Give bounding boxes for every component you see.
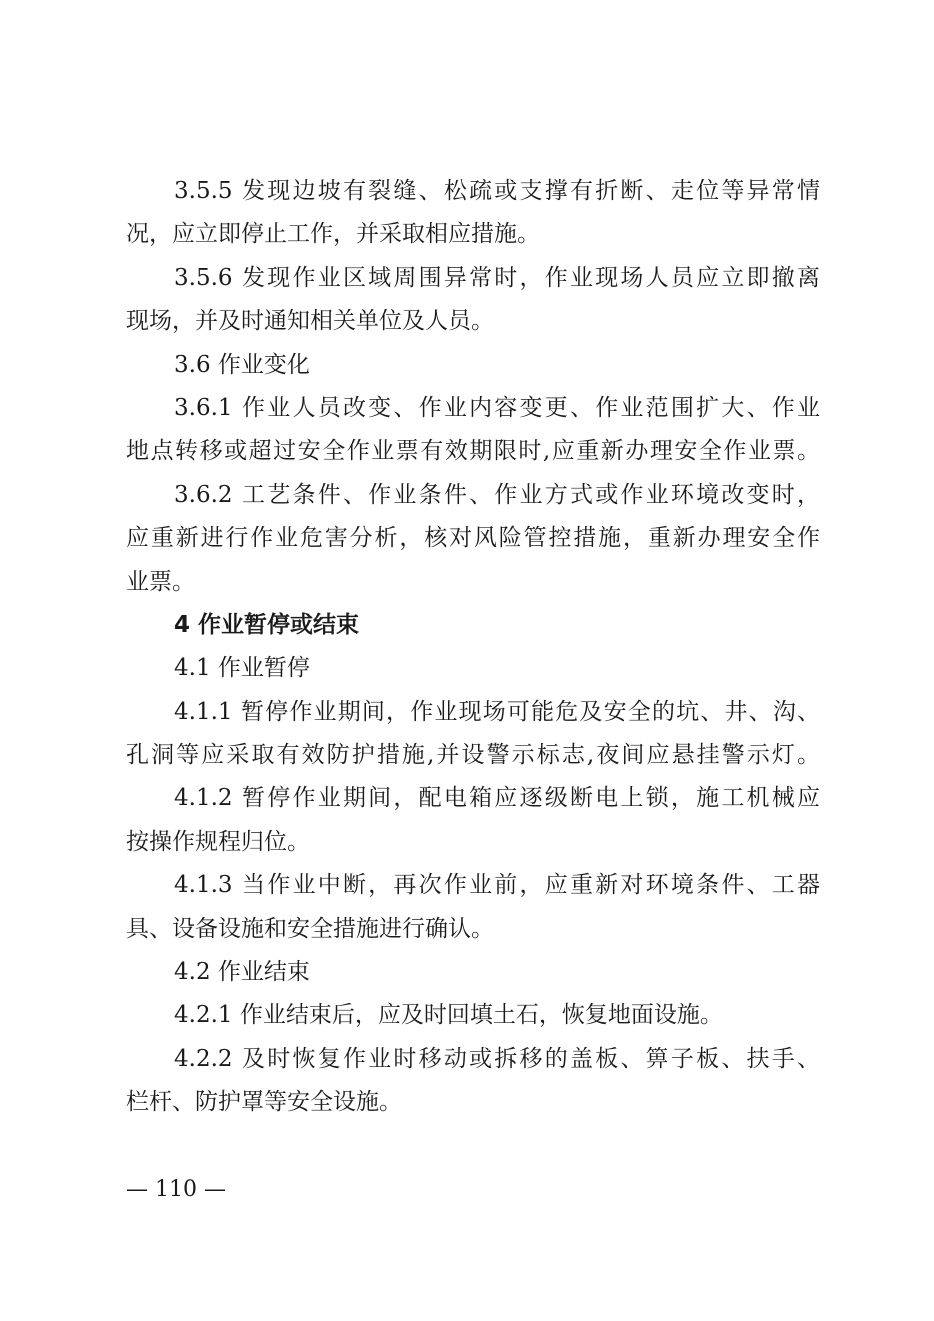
clause-4-1-2-line-2: 按操作规程归位。 [126, 828, 310, 855]
clause-4-2-2-line-1: 4.2.2 及时恢复作业时移动或拆移的盖板、箅子板、扶手、 [174, 1045, 820, 1072]
clause-3-5-5-line-2: 况，应立即停止工作，并采取相应措施。 [126, 221, 540, 248]
clause-4-1-3-line-1: 4.1.3 当作业中断，再次作业前，应重新对环境条件、工器 [174, 872, 820, 899]
clause-4-1-2-line-1: 4.1.2 暂停作业期间，配电箱应逐级断电上锁，施工机械应 [174, 785, 820, 812]
clause-4-1-1-line-2: 孔洞等应采取有效防护措施,并设警示标志,夜间应悬挂警示灯。 [126, 742, 820, 769]
section-3-6-heading: 3.6 作业变化 [174, 351, 310, 378]
clause-4-1-3-line-2: 具、设备设施和安全措施进行确认。 [126, 915, 494, 942]
clause-4-2-2-line-2: 栏杆、防护罩等安全设施。 [126, 1089, 402, 1116]
clause-3-6-1-line-1: 3.6.1 作业人员改变、作业内容变更、作业范围扩大、作业 [174, 394, 820, 421]
section-4-1-heading: 4.1 作业暂停 [174, 655, 310, 682]
clause-3-6-1-line-2: 地点转移或超过安全作业票有效期限时,应重新办理安全作业票。 [126, 438, 820, 465]
body-text [126, 170, 820, 1125]
page-number: — 110 — [126, 1177, 226, 1202]
clause-3-5-6-line-1: 3.5.6 发现作业区域周围异常时，作业现场人员应立即撤离 [174, 264, 820, 291]
clause-3-6-2-line-3: 业票。 [126, 568, 195, 595]
clause-4-2-1-line-1: 4.2.1 作业结束后，应及时回填土石，恢复地面设施。 [174, 1002, 723, 1029]
chapter-4-heading: 4 作业暂停或结束 [174, 611, 360, 638]
clause-4-1-1-line-1: 4.1.1 暂停作业期间，作业现场可能危及安全的坑、井、沟、 [174, 698, 820, 725]
section-4-2-heading: 4.2 作业结束 [174, 959, 310, 986]
clause-3-6-2-line-2: 应重新进行作业危害分析，核对风险管控措施，重新办理安全作 [126, 525, 820, 552]
clause-3-5-6-line-2: 现场，并及时通知相关单位及人员。 [126, 308, 494, 335]
clause-3-5-5-line-1: 3.5.5 发现边坡有裂缝、松疏或支撑有折断、走位等异常情 [174, 178, 820, 204]
clause-3-6-2-line-1: 3.6.2 工艺条件、作业条件、作业方式或作业环境改变时， [174, 481, 820, 508]
